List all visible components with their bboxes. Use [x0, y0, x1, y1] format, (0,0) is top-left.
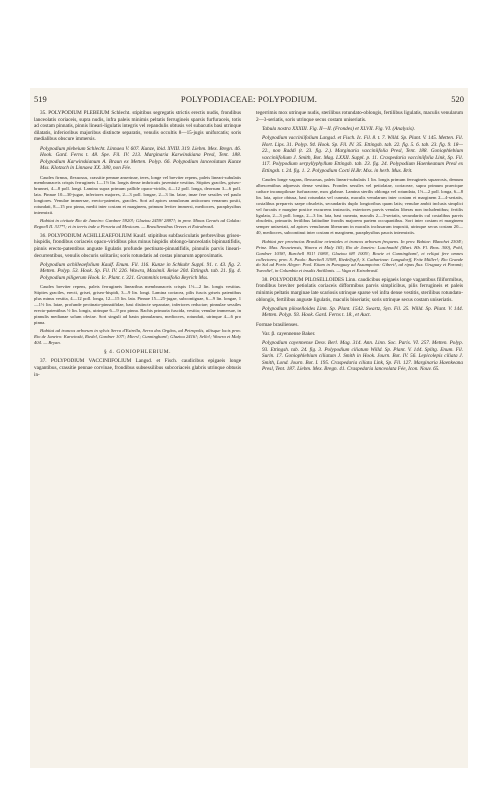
species-36-description: Caudex breviter repens, paleis ferrugineis linearibus membranaceis crispis 1½—2 lin. longis vestitus. Stipites graciles, erecti, grisei, griseo-hispidi, 3—9 lin. longi. Lamina coriacea, pilis fuscis griseis patentibus plus minus vestita, 4—12 poll. longa, 12—15 lin. lata. Pinnae 15—25-jugae, subcontiguae, 6—9 lin. longae, 1—1½ lin. latae, profunde pectinato-pinnatifidae, basi distincte separatae, inferiores reductae; pinnulae sessiles erecto-patentibus ½ lin. longis, utrinque 6—9 pro pinna. Rachis primaria fuscida, vestita; venulae immersae, in pinnulis medianae solum obviae. Sori singuli ad basin pinnularum, mediocres, rotundati, utrinque 4—6 pro pinna. [34, 284, 241, 325]
species-37-name: 37. POLYPODIUM VACCINIIFOLIUM [40, 358, 132, 365]
species-38-author: Linn. [345, 276, 357, 283]
page-header [30, 94, 468, 106]
species-36-synonyms: Polypodium achilleaefolium Kaulf. Enum. Fil. 116. Kunze in Schkuhr Suppl. 91. t. 43. fig. 2. Metten. Polyp. 53. Hook. Sp. Fil. IV. 226. Wawra, Maximil. Reise 204. Ettingsh. tab. 21. fig. 4. Polypodium piligerum Hook. Ic. Plant. t. 321. Grammitis tenuifolia Beyrich Mss. [40, 261, 241, 282]
species-38-diagnosis [256, 277, 463, 303]
species-36-habitat: Habitat ad truncos arborum in sylvis Serra d'Estrella, Serra dos Orgâos, ad Petropolis, aliisque locis prov. Rio de Janeiro: Karwinski, Riedel, Gardner 107!; Miers!; Cunningham!; Glaziou 2416!; Sello!; Wawra et Maly 404. — Bryan. [34, 328, 241, 345]
book-page [30, 88, 468, 768]
forms-heading: Formae brasilienses. [256, 321, 299, 328]
species-37-author: Langsd. et Fisch. [135, 358, 178, 365]
species-36-author: Kaulf. [133, 232, 147, 239]
species-37-continuation: tegerrimis mox utrinque nudis, sterilibus rotundato-oblongis, fertilibus ligulatis, maculis venularum 2—3-seriatis, soris utrinque secus costam uniseriatis. [256, 110, 463, 123]
plate-reference: Tabula nostra XXXIII. Fig. II—II. (Frondes) et XLVII. Fig. VI. (Analysis). [262, 125, 415, 132]
species-35-text: stipitibus segregatis strictis erectis nudis, frondibus lanceolatis coriaceis, supra nudis, infra paleis minimis peltatis ferrugineis sparsis furfuraceis, totis ad costam pinnatis, pinnis lineari-ligulatis integris vel repandulis obtusis vel subacutis basi utrinque dilatatis, inferioribus majoribus distincte separatis, venulis occultis 8—15-jugis unifurcatis; soris medialibus obscure immersis. [34, 110, 241, 143]
species-35-synonyms: Polypodium plebeium Schlecht. Linnaea V. 607. Kunze, ibid. XVIII. 319. Liebm. Mex. Bregn. 46. Hook. Gard. Ferns t. 48. Spe. Fil. IV. 213. Marginaria Karwinskiana Presl, Tent. 188. Polypodium Karwinskianum A. Braun ex Metten. Polyp. 66. Polypodium lanceolatum Kunze Mss. Klotzsch in Linnaea XX. 380, non Fée. [40, 145, 241, 172]
species-38-synonyms: Polypodium piloselloides Linn. Sp. Plant. 1542. Swartz, Syn. Fil. 25. Willd. Sp. Plant. V. 144. Metten. Polyp. 93. Hook. Gard. Ferns t. 18., et Auct. [262, 305, 463, 319]
species-38-text: caudicibus epigaeis longe vagantibus filiformibus, frondibus breviter petiolatis coriaceis difformibus parvis simplicibus, pilis ferrugineis et paleis minimis peltatis marginae late scariosis utrinque sparse vel infra dense vestitis, sterilibus rotundato-oblongis, fertilibus anguste ligulatis, maculis biseriatis; soris utrinque secus costam uniseriatis. [256, 276, 463, 303]
species-37-description: Caudex longe vagans, flexuosus, paleis lineari-subulatis 1 lin. longis primum ferrugineis squarrosis, demum albescentibus adpressis dense vestitus. Frondes sessiles vel petiolatae, coriaceae, supra primum praecique caduce incanopilosae furfuraceae, mox glabrae. Lamina sterilis oblonga vel rotundata, 1½—2 poll. longa, 6—8 lin. lata, apice obtusa, basi rotundata vel cuneata, maculis venularum inter costam et marginem 2—4-seriatis, costalibus preparvis saepe obsoletis, secundariis duplo longioribus quam latis; venulae ambit inclusis simplici vel furcatis e margine postice excurrens instructis, exteriores parvis venulas liberas non includentibus; fertilis ligulata, 2—3 poll. longa, 2—3 lin. lata, basi cuneata, maculis 2—3-seriatis, secundariis cul costalibus parvis obsoletis, primariis fertilibus latitudine frondis majorem partem occupantibus. Sori inter costam et marginem semper uniseriati, ad apices venularum liberarum in maculis inclusarum impositi, utrinque secus costam 20—40, mediocres, subcontinui inter costam et marginem, paraphysibus paucis intermixtis. [256, 177, 463, 236]
species-36-text: stipitibus subfasciculatis perbrevibus griseo-hispidis, frondibus coriaceis opaco-viridibus plus minus hispidis oblongo-lanceolatis bipinnatifidis, pinnis erecto-patentibus anguste ligulatis profunde pectinato-pinnatifidis, pinnulis parvis lineari-decurrentibus, venulis obscuris solitariis; soris rotundatis ad costas pinnarum approximatis. [34, 232, 241, 259]
species-35-diagnosis [34, 110, 241, 143]
species-35-description: Caudex firmus, flexuosus, crassitie pennae anserinae, teres, longe vel breviter repens, paleis lineari-subulatis membranaceis crispis ferrugineis 1—1½ lin. longis dense imbricatis juventute vestitus. Stipites graciles, griseo-brunnei, 4—8 poll. longi. Lamina supra primum pallide opaco-viridis, 4—12 poll. longa, deorsum 3—6 poll. lata. Pinnae 10—30-jugae, inferiores majores, 2—3 poll. longae, 2—3 lin. latae, imae fere sessiles vel paulo longiores. Venulae immersae, erecto-patentes, graciles. Sori ad apices ramulorum anticorum venarum positi, rotundati, 8—15 pro pinna, medii inter costam et marginem, primum leviter immersi, mediocres, paraphysibus intermixti. [34, 174, 241, 215]
species-35-habitat: Habitat in civitate Rio de Janeiro: Gardner 5920!; Glaziou 2459! 2887!; in prov. Minas Geraës ad Caldas: Regnell II. 317*!; et in terris inde a Peruvia ad Mexicum. — Brasiliensibus Orezes et Extrabrasil. [34, 218, 241, 230]
species-37-synonyms: Polypodium vacciniifolium Langsd. et Fisch. Ic. Fil. 8. t. 7. Willd. Sp. Plant. V. 145. Metten. Fil. Hort. Lips. 31. Polyp. 94. Hook. Sp. Fil. IV. 35. Ettingsh. tab. 22. fig. 5. 6. tab. 23. fig. 9. 18—22., non Raddi (t. 23. fig. 2.). Marginaria vacciniifolia Presl, Tent. 188. Goniophlebium vacciniifolium J. Smith, Bot. Mag. LXXII. Suppl. p. 11. Craspedaria vacciniifolia Link, Sp. Fil. 117. Polypodium serpyllyphyllum Ettingsh. tab. 23. fig. 24. Polypodium Haenkeanum Presl ex Ettingsh. t. 24. fig. 1. 2. Polypodium Cocti H.Br. Mss. in herb. Mus. Brit. [262, 134, 463, 174]
species-37-habitat: Habitat per provincias Brasiliae orientales et truncos arborum frequens. In prov. Bahiae: Blanchet 2304!; Prinz. Max. Neuwiensis, Wawra et Maly 165; Rio de Janeiro: Luschnath! (Mart. Hb. Fl. Bras. 300), Pohl, Gardner 1038!, Burchell 951! 1080!, Glaziou 68! 1005!; Bowie et Cunningham!, et reliqui fere omnes collectores; prov. S. Paulo: Burchell 3198!, Riedel(sp)!; S. Catharinae: Langsdorff, Fritz Müller!; Rio Grande do Sul ad Porto Alegre: Pool. Etiam in Paraguay ad Assumpcion: Gibert!, ad ripas flux. Uruguay et Paranà; Tweedie!, in Columbia et insulis Antillanis. — Vaga et Extrabrasil. [256, 238, 463, 274]
species-37-diagnosis [34, 358, 241, 378]
species-37-text: caudicibus epigaeis longe vagantibus, crassitie pennae corvinae, frondibus subsessilibus subcoriaceis glabris utrinque obtusis in- [34, 358, 241, 378]
right-page-number: 520 [451, 94, 464, 104]
species-36-name: 36. POLYPODIUM ACHILLEAEFOLIUM [40, 232, 132, 239]
species-38-name: 38. POLYPODIUM PILOSELLOIDES [262, 276, 345, 283]
right-column [256, 110, 463, 765]
section-heading: § 4. GONIOPHLEBIUM. [103, 348, 172, 355]
species-35-name: 35. POLYPODIUM PLEBEIUM [40, 110, 110, 116]
running-title: POLYPODIACEAE: POLYPODIUM. [180, 94, 318, 104]
species-36-diagnosis [34, 233, 241, 259]
species-35-author: Schlecht. [111, 110, 131, 116]
left-page-number: 519 [34, 94, 47, 104]
variety-heading: Var. β. cayennense Baker. [262, 330, 316, 337]
left-column [34, 110, 241, 765]
variety-synonyms: Polypodium cayennense Desv. Berl. Mag. 314. Ann. Linn. Soc. Paris. VI. 257. Metten. Polyp. 93. Ettingsh. tab. 24. fig. 3. Polypodium ciliatum Willd. Sp. Plant. V. 144. Splitg. Enum. Fil. Surin. 17. Goniophlebium ciliatum J. Smith in Hook. Journ. Bot. IV. 56. Lepicolepis ciliata J. Smith, Lond. Journ. Bot. I. 195. Craspedaria ciliata Link, Sp. Fil. 127. Marginaria Haenkeana Presl, Tent. 187. Liebm. Mex. Bregn. 41. Craspedaria lanceolata Fée, Icon. Nouv. 65. [262, 339, 463, 373]
